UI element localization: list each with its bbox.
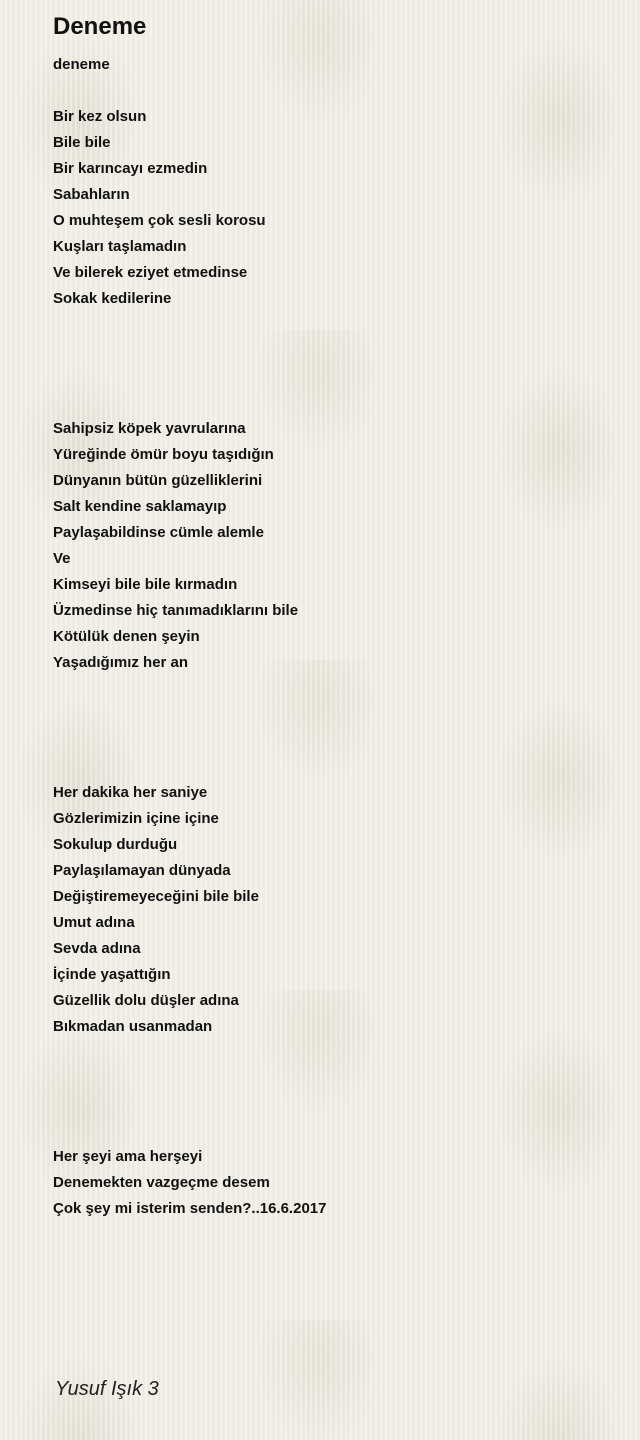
poem-line: Sokulup durduğu (53, 836, 178, 853)
poem-line: Ve bilerek eziyet etmedinse (53, 264, 248, 281)
poem-line: Her şeyi ama herşeyi (53, 1148, 203, 1165)
poem-stanza (53, 104, 613, 312)
poem-author: Yusuf Işık 3 (55, 1378, 159, 1400)
poem-line: Umut adına (53, 914, 135, 931)
poem-line: Sokak kedilerine (53, 290, 172, 307)
poem-line: Paylaşılamayan dünyada (53, 862, 231, 879)
poem-line: İçinde yaşattığın (53, 966, 171, 983)
poem-line: Kimseyi bile bile kırmadın (53, 576, 238, 593)
poem-line: Yaşadığımız her an (53, 654, 189, 671)
poem-line: Her dakika her saniye (53, 784, 208, 801)
poem-line: Çok şey mi isterim senden?..16.6.2017 (53, 1200, 327, 1217)
poem-line: Bile bile (53, 134, 111, 151)
poem-stanza (53, 780, 613, 1040)
poem-line: Ve (53, 550, 71, 567)
poem-line: Denemekten vazgeçme desem (53, 1174, 270, 1191)
poem-line: Değiştiremeyeceğini bile bile (53, 888, 259, 905)
poem-line: Sabahların (53, 186, 130, 203)
poem-line: Bir kez olsun (53, 108, 147, 125)
poem-line: Salt kendine saklamayıp (53, 498, 227, 515)
poem-body (53, 104, 613, 1222)
poem-title: Deneme (53, 13, 147, 40)
poem-stanza (53, 416, 613, 676)
poem-line: Yüreğinde ömür boyu taşıdığın (53, 446, 274, 463)
poem-stanza (53, 1144, 613, 1222)
poem-line: Bir karıncayı ezmedin (53, 160, 208, 177)
poem-line: Kuşları taşlamadın (53, 238, 187, 255)
poem-line: Sahipsiz köpek yavrularına (53, 420, 246, 437)
poem-line: Bıkmadan usanmadan (53, 1018, 213, 1035)
poem-line: Paylaşabildinse cümle alemle (53, 524, 264, 541)
poem-line: Gözlerimizin içine içine (53, 810, 219, 827)
poem-line: Sevda adına (53, 940, 141, 957)
poem-subtitle: deneme (53, 56, 110, 73)
poem-line: Kötülük denen şeyin (53, 628, 200, 645)
poem-container (53, 12, 613, 1222)
poem-line: Dünyanın bütün güzelliklerini (53, 472, 263, 489)
poem-line: Üzmedinse hiç tanımadıklarını bile (53, 602, 299, 619)
poem-line: O muhteşem çok sesli korosu (53, 212, 266, 229)
poem-line: Güzellik dolu düşler adına (53, 992, 239, 1009)
